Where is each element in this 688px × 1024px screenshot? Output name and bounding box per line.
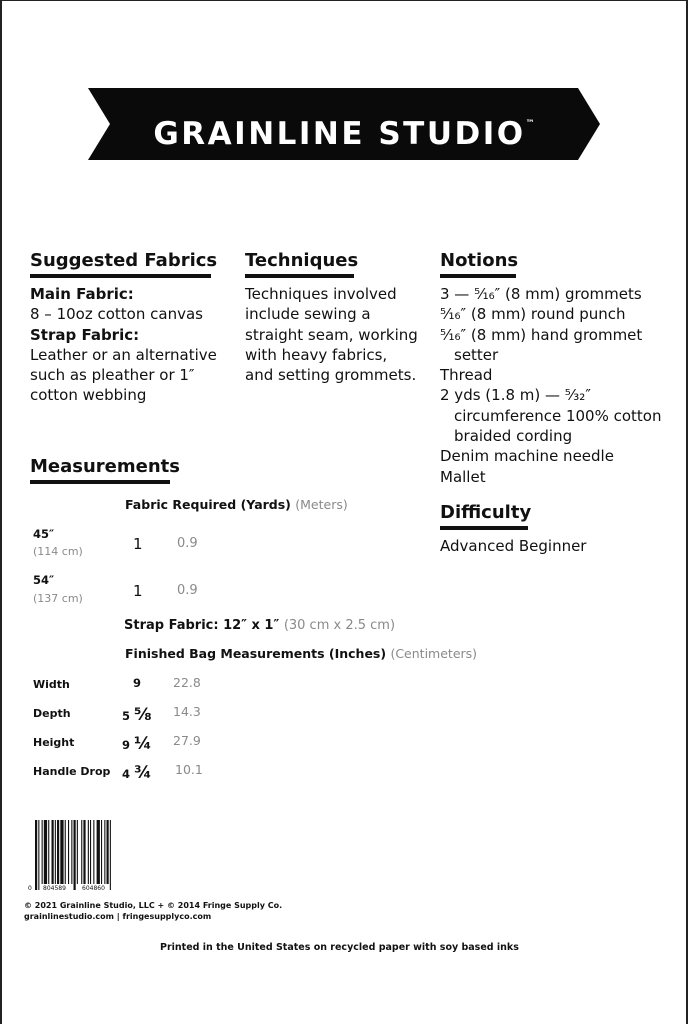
barcode bbox=[30, 818, 125, 893]
techniques-heading: Techniques bbox=[245, 250, 359, 271]
barcode-bar bbox=[57, 820, 59, 884]
notion-item: ⁵⁄₁₆″ (8 mm) hand grommet bbox=[440, 325, 643, 344]
fabric-width-45-metric: (114 cm) bbox=[33, 545, 83, 558]
barcode-bar bbox=[110, 820, 111, 890]
barcode-bar bbox=[60, 820, 63, 884]
techniques-line: Techniques involved bbox=[245, 285, 397, 303]
notion-item: 2 yds (1.8 m) — ⁵⁄₃₂″ bbox=[440, 386, 591, 405]
brand-logo: GRAINLINE STUDIO™ bbox=[153, 116, 535, 152]
barcode-bar bbox=[68, 820, 69, 884]
suggested-fabrics-heading: Suggested Fabrics bbox=[30, 250, 218, 271]
strap-fabric-size: Strap Fabric: 12″ x 1″ (30 cm x 2.5 cm) bbox=[124, 618, 396, 633]
notion-item: ⁵⁄₁₆″ (8 mm) round punch bbox=[440, 305, 626, 324]
difficulty-heading: Difficulty bbox=[440, 502, 532, 523]
barcode-bar bbox=[55, 820, 56, 884]
barcode-bar bbox=[104, 820, 105, 884]
barcode-bar bbox=[97, 820, 100, 884]
notions-heading: Notions bbox=[440, 250, 519, 271]
techniques-line: and setting grommets. bbox=[245, 366, 417, 385]
difficulty-value: Advanced Beginner bbox=[440, 537, 587, 555]
barcode-bar bbox=[52, 820, 54, 884]
measurement-inches: 9 ¼ bbox=[122, 734, 152, 754]
measurement-label: Width bbox=[33, 678, 70, 691]
fabric-yards: 1 bbox=[133, 582, 143, 600]
notion-item: circumference 100% cotton bbox=[454, 406, 662, 425]
printed-notice: Printed in the United States on recycled paper with soy based inks bbox=[160, 942, 519, 953]
barcode-bar bbox=[65, 820, 66, 884]
notion-item: 3 — ⁵⁄₁₆″ (8 mm) grommets bbox=[440, 285, 642, 303]
barcode-bar bbox=[35, 820, 37, 890]
barcode-bar bbox=[107, 820, 109, 884]
barcode-bar bbox=[71, 820, 72, 884]
copyright: © 2021 Grainline Studio, LLC + © 2014 Fringe Supply Co. bbox=[24, 901, 283, 910]
measurement-cm: 22.8 bbox=[173, 675, 201, 690]
measurement-cm: 27.9 bbox=[173, 733, 201, 748]
barcode-bar bbox=[74, 820, 76, 890]
notion-item: Thread bbox=[440, 366, 493, 385]
strap-fabric-line: cotton webbing bbox=[30, 386, 147, 405]
barcode-bar bbox=[81, 820, 82, 884]
fabric-required-header: Fabric Required (Yards) (Meters) bbox=[125, 497, 348, 512]
heading-underline bbox=[30, 480, 170, 484]
techniques-line: straight seam, working bbox=[245, 325, 418, 344]
heading-underline bbox=[30, 274, 211, 278]
notion-item: Denim machine needle bbox=[440, 447, 614, 466]
notion-item: setter bbox=[454, 345, 499, 364]
main-fabric-value: 8 – 10oz cotton canvas bbox=[30, 305, 203, 324]
strap-fabric-line: such as pleather or 1″ bbox=[30, 366, 195, 385]
suggested-fabrics-body bbox=[30, 284, 217, 406]
measurement-inches: 5 ⅝ bbox=[122, 705, 152, 725]
techniques-line: include sewing a bbox=[245, 305, 371, 324]
fabric-width-45: 45″ bbox=[33, 527, 55, 541]
techniques-body bbox=[245, 284, 418, 385]
measurement-label: Height bbox=[33, 736, 75, 749]
measurement-inches: 4 ¾ bbox=[122, 763, 152, 783]
heading-underline bbox=[440, 526, 528, 530]
barcode-bar bbox=[88, 820, 89, 884]
measurement-label: Depth bbox=[33, 707, 71, 720]
measurement-label: Handle Drop bbox=[33, 765, 111, 778]
barcode-bar bbox=[44, 820, 47, 884]
fabric-yards: 1 bbox=[133, 535, 143, 553]
notion-item: braided cording bbox=[454, 427, 573, 446]
barcode-digit: 0 bbox=[28, 885, 32, 892]
fabric-meters: 0.9 bbox=[177, 583, 198, 598]
fabric-meters: 0.9 bbox=[177, 536, 198, 551]
barcode-bar bbox=[93, 820, 94, 884]
website-links: grainlinestudio.com | fringesupplyco.com bbox=[24, 912, 212, 921]
barcode-digits-left: 804589 bbox=[43, 885, 66, 892]
main-fabric-label: Main Fabric: bbox=[30, 285, 134, 303]
measurement-cm: 14.3 bbox=[173, 704, 201, 719]
barcode-bar bbox=[48, 820, 49, 884]
measurement-cm: 10.1 bbox=[175, 762, 203, 777]
heading-underline bbox=[440, 274, 516, 278]
notion-item: Mallet bbox=[440, 467, 486, 486]
fabric-width-54-metric: (137 cm) bbox=[33, 592, 83, 605]
fabric-width-54: 54″ bbox=[33, 573, 55, 587]
notions-list bbox=[440, 284, 661, 487]
heading-underline bbox=[245, 274, 354, 278]
barcode-bar bbox=[83, 820, 85, 884]
finished-measurements-header: Finished Bag Measurements (Inches) (Centimeters) bbox=[125, 646, 478, 661]
barcode-bar bbox=[101, 820, 102, 884]
barcode-bar bbox=[90, 820, 91, 884]
barcode-digits-right: 604860 bbox=[82, 885, 105, 892]
strap-fabric-label: Strap Fabric: bbox=[30, 325, 140, 344]
strap-fabric-line: Leather or an alternative bbox=[30, 345, 217, 364]
techniques-line: with heavy fabrics, bbox=[245, 345, 388, 364]
barcode-bar bbox=[42, 820, 43, 884]
measurement-inches: 9 bbox=[133, 676, 142, 690]
barcode-bar bbox=[77, 820, 78, 884]
measurements-heading: Measurements bbox=[30, 456, 180, 477]
barcode-bar bbox=[38, 820, 39, 890]
